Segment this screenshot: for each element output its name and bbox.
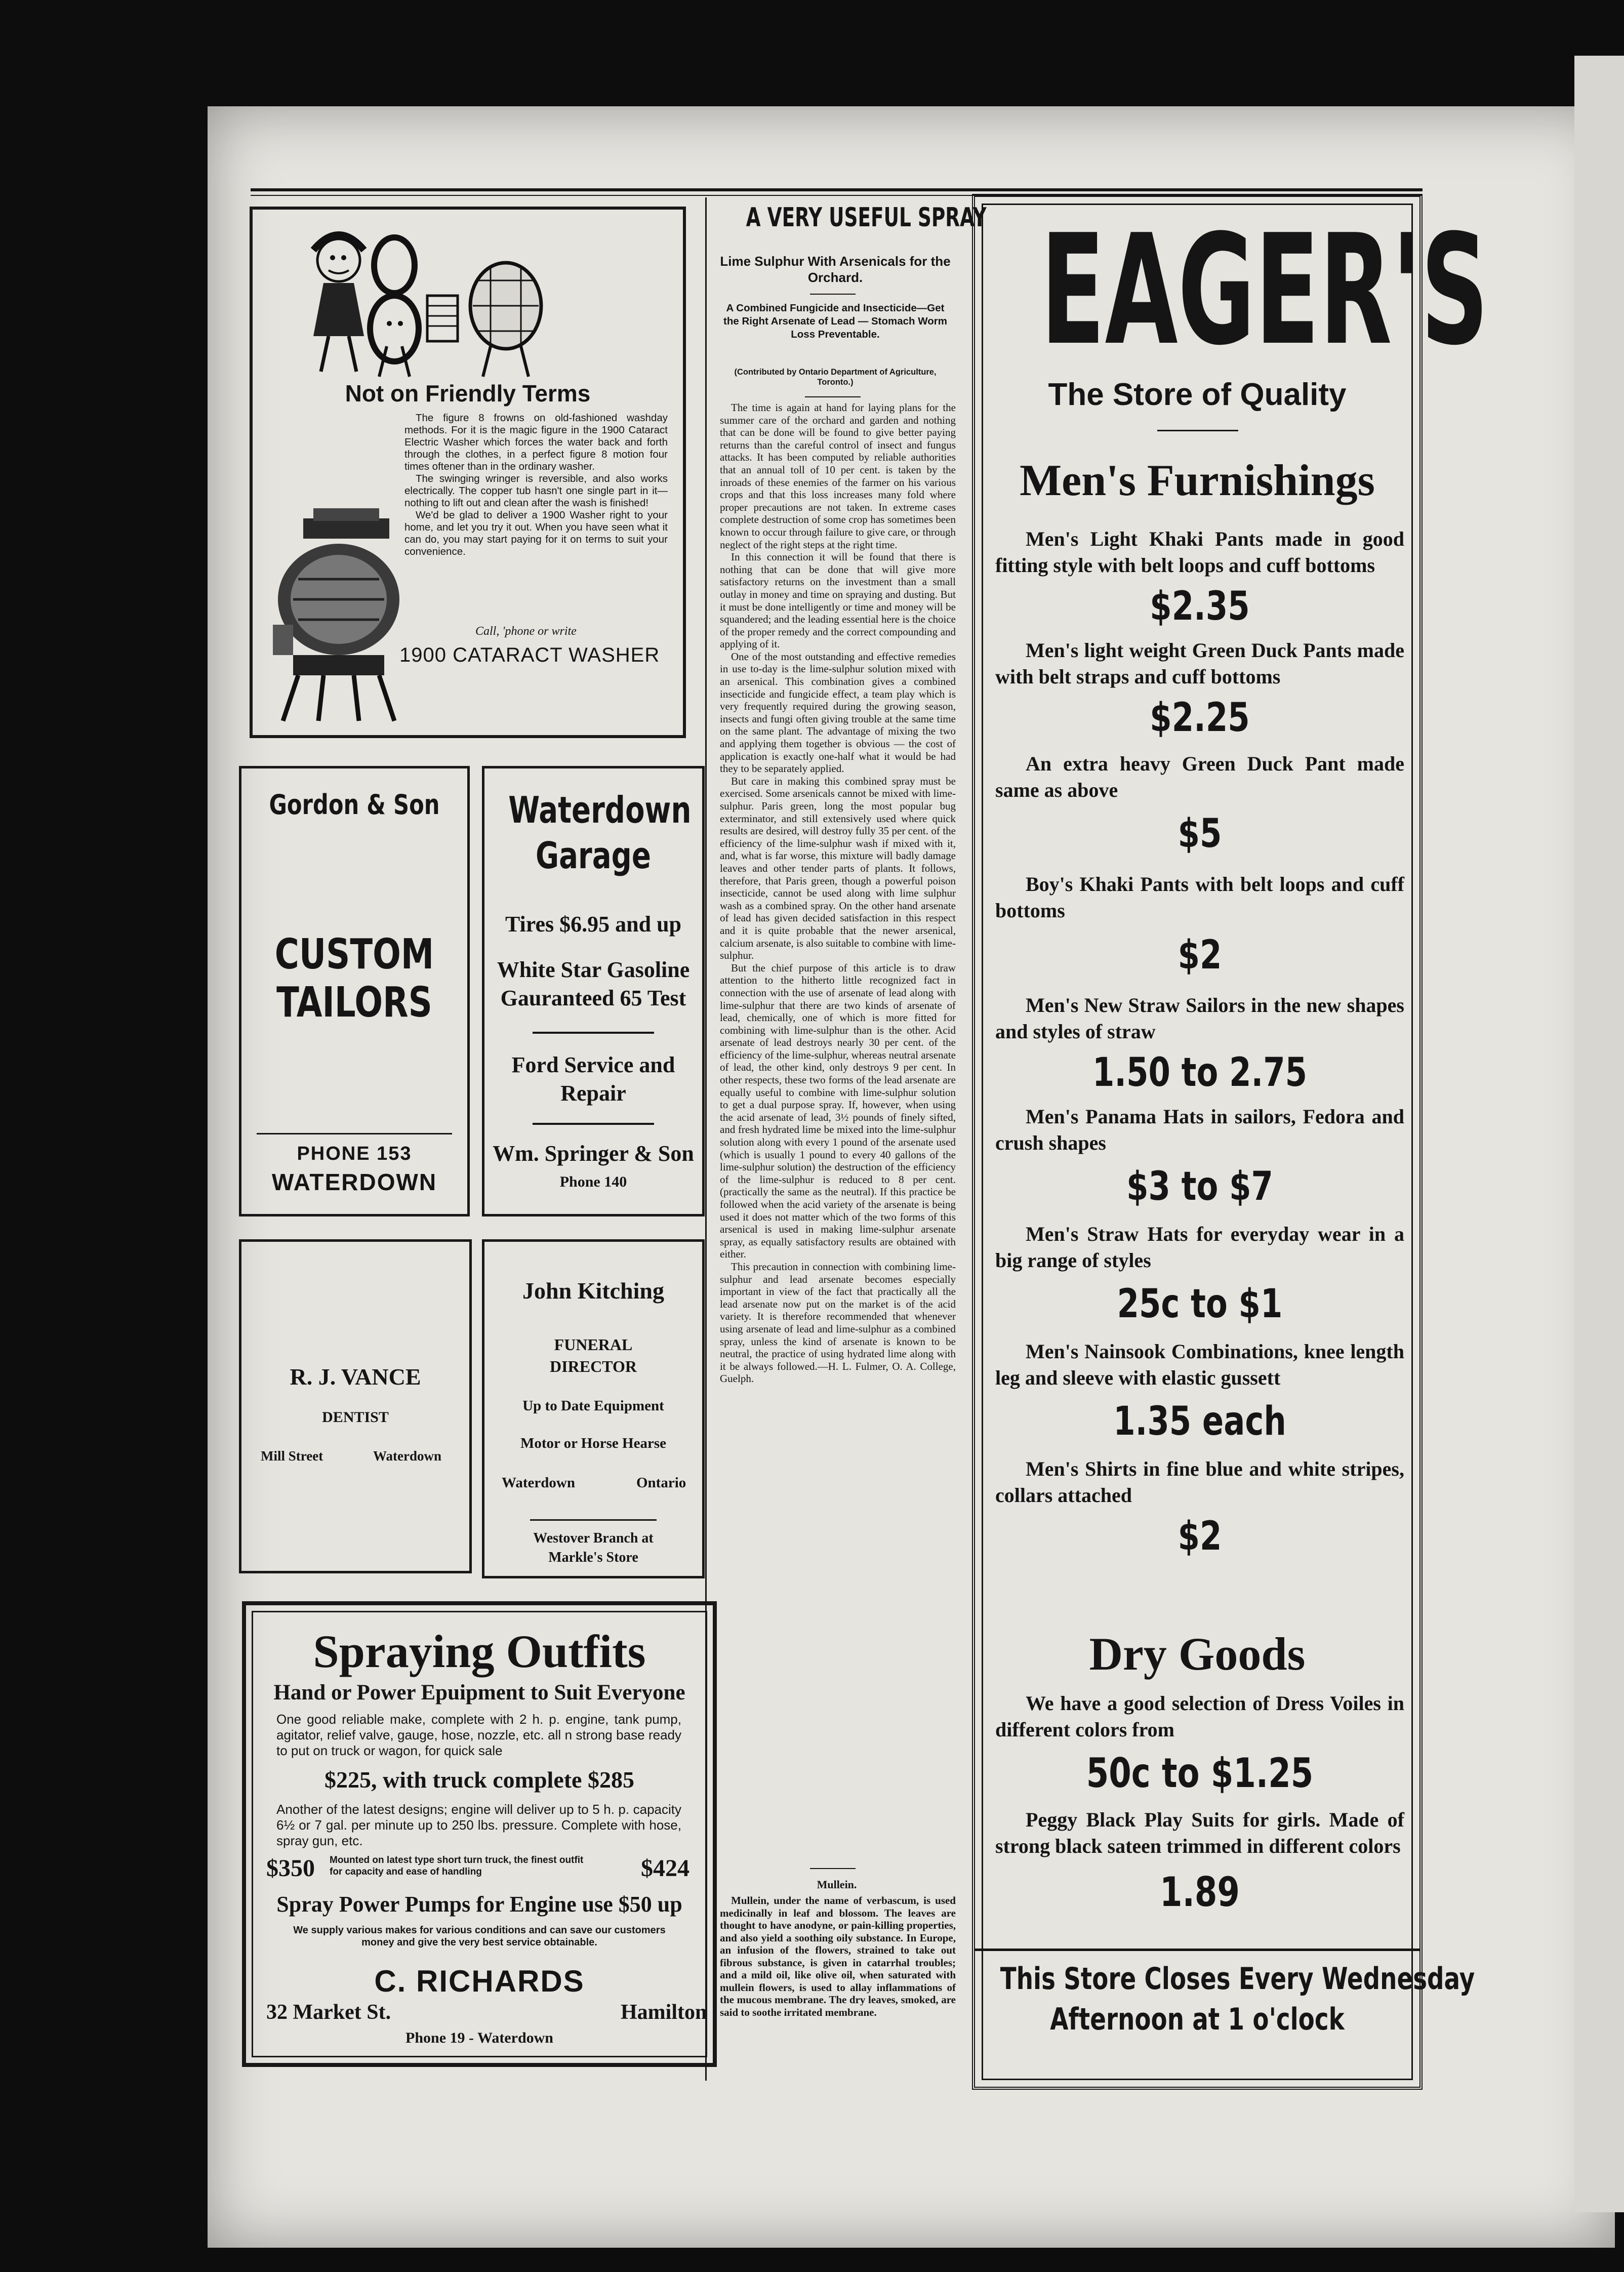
spraying-pumps: Spray Power Pumps for Engine use $50 up [276,1892,682,1917]
top-rule [251,188,1423,191]
item-price: 1.50 to 2.75 [1092,1050,1308,1096]
kitching-equip: Up to Date Equipment [522,1398,664,1414]
eagers-name: EAGER'S [1040,202,1489,379]
eagers-item [995,992,1404,1101]
kitching-rule [530,1519,657,1521]
eagers-dry-item [995,1807,1404,1925]
article-credit: (Contributed by Ontario Department of Agriculture, Toronto.) [734,368,937,387]
item-price: 1.35 each [1113,1399,1286,1444]
kitching-branch2: Markle's Store [548,1550,638,1565]
item-text: Men's Nainsook Combinations, knee length leg and sleeve with elastic gussett [995,1340,1404,1389]
garage-phone: Phone 140 [559,1173,627,1190]
spraying-address: 32 Market St. [266,2001,391,2024]
figure-eight-cartoon-image [293,220,546,387]
eagers-rule [1157,430,1238,431]
vance-street: Mill Street [261,1448,323,1464]
item-price: $2.25 [1150,695,1250,741]
gordon-rule [257,1133,452,1134]
spraying-dealer: C. RICHARDS [374,1964,585,1998]
garage-line1: Waterdown [508,789,692,831]
washer-ad [250,207,686,738]
eagers-item [995,751,1404,864]
article-deck: A Combined Fungicide and Insecticide—Get the Right Arsenate of Lead — Stomach Worm Loss Preventable. [723,302,947,340]
eagers-section1: Men's Furnishings [1020,456,1375,505]
washer-brand: 1900 CATARACT WASHER [399,644,660,666]
article-rule2 [805,396,861,397]
spraying-title: Spraying Outfits [313,1626,646,1677]
kitching-name: John Kitching [522,1278,664,1304]
eagers-closing1: This Store Closes Every Wednesday [1000,1961,1475,1997]
eagers-dry-item [995,1690,1404,1804]
article-rule3 [810,1868,856,1869]
item-text: Men's Shirts in fine blue and white stripes, collars attached [995,1457,1404,1507]
article-para-3: One of the most outstanding and effective remedies in use to-day is the lime-sulphur solution mixed with an arsenical. This combination gives a combined insecticide and fungicide effect, a team play which is very frequently required during the growing season, insects and fungi often giving trouble at the same time on the same plant. The advantage of mixing the two and applying them together is obvious — the cost of application is exactly one-half what it would be had they to be separately applied. [720,650,956,775]
washer-headline: Not on Friendly Terms [345,380,591,407]
spraying-price-right: $424 [641,1855,689,1882]
garage-owner: Wm. Springer & Son [493,1141,694,1166]
vance-name: R. J. VANCE [290,1364,421,1390]
eagers-item [995,526,1404,634]
vance-title: DENTIST [322,1409,389,1426]
spraying-mounted: Mounted on latest type short turn truck, the finest outfit for capacity and ease of handling [330,1855,584,1877]
article-para-1: The time is again at hand for laying plans for the summer care of the orchard and garden and nothing that can be done will be found to give better paying returns than the careful control of insect and fungus attacks. It has been computed by reliable authorities that an annual toll of 10 per cent. is taken by the inroads of these enemies of the farmer on his various crops and that this loss increases many fold where proper precautions are not taken. In extreme cases complete destruction of some crop has sometimes been known to occur through failure to give care, or through neglect of the right steps at the right time. [720,401,956,551]
eagers-item [995,637,1404,746]
gordon-tailors: TAILORS [276,979,432,1027]
item-price: 25c to $1 [1117,1281,1283,1327]
item-text: Men's Panama Hats in sailors, Fedora and crush shapes [995,1105,1404,1154]
spraying-ad [242,1601,717,2067]
spraying-price-left: $350 [266,1855,315,1882]
gordon-phone: PHONE 153 [297,1143,412,1164]
item-text: An extra heavy Green Duck Pant made same as above [995,752,1404,801]
article-para-2: In this connection it will be found that there is nothing that can be done that will give more satisfactory returns on the investment than a small outlay in money and time on spraying and dusting. But it must be done intelligently or time and money will be squandered; and the leading essential here is the choice of the proper remedy and the correct compounding and applying of it. [720,551,956,651]
item-price: $5 [1178,811,1222,857]
spraying-phone: Phone 19 - Waterdown [405,2030,553,2046]
mullein-text: Mullein, under the name of verbascum, is used medicinally in leaf and blossom. The leaves are thought to have anodyne, or pain-killing properties, and also yield a soothing oily substance. In Europe, an infusion of the flowers, strained to take out fibrous substance, is given in catarrhal troubles; and a mild oil, like olive oil, when saturated with mullein flowers, is used to allay inflammations of the mucous membrane. The dry leaves, smoked, are said to soothe irritated membrane. [720,1894,956,2018]
spraying-subtitle: Hand or Power Epuipment to Suit Everyone [273,1681,685,1705]
eagers-item [995,871,1404,987]
kitching-funeral: FUNERAL [554,1335,633,1354]
eagers-tagline: The Store of Quality [1048,377,1347,412]
garage-rule2 [533,1123,654,1125]
garage-ad [482,766,705,1216]
eagers-dry-items [995,1690,1404,1925]
dry-item-price: 1.89 [1160,1869,1240,1916]
kitching-province: Ontario [636,1475,686,1491]
garage-ford2: Repair [560,1081,626,1106]
garage-gas2: Gauranteed 65 Test [500,986,686,1010]
kitching-town: Waterdown [502,1475,575,1491]
eagers-section2: Dry Goods [1089,1628,1306,1680]
item-text: Men's Straw Hats for everyday wear in a big range of styles [995,1223,1404,1272]
washer-para1: The figure 8 frowns on old-fashioned washday methods. For it is the magic figure in the 1900 Cataract Electric Washer which forces the water back and forth through the clothes, in a perfect figure 8 motion four times oftener than in the ordinary washer. [404,412,668,472]
gordon-custom: CUSTOM [274,930,434,979]
dry-item-text: We have a good selection of Dress Voiles in different colors from [995,1692,1404,1741]
item-price: $2.35 [1150,584,1250,629]
mullein-head: Mullein. [817,1878,857,1891]
eagers-item [995,1456,1404,1564]
kitching-branch1: Westover Branch at [533,1530,654,1546]
item-text: Men's New Straw Sailors in the new shapes and styles of straw [995,994,1404,1043]
gordon-town: WATERDOWN [271,1169,437,1195]
gordon-name: Gordon & Son [269,789,440,821]
spraying-para1: One good reliable make, complete with 2 h. p. engine, tank pump, agitator, relief valve, gauge, hose, nozzle, etc. all n strong base ready to put on truck or wagon, for quick sale [276,1712,681,1758]
item-price: $3 to $7 [1126,1164,1273,1209]
vance-town: Waterdown [373,1448,441,1464]
item-price: $2 [1178,932,1222,978]
article-rule1 [810,294,856,295]
washer-call: Call, 'phone or write [475,625,577,638]
eagers-items [995,526,1404,1564]
spraying-supply: We supply various makes for various conditions and can save our customers money and give the very best service obtainable. [293,1925,666,1948]
item-text: Men's Light Khaki Pants made in good fitting style with belt loops and cuff bottoms [995,528,1404,577]
article-para-4: But care in making this combined spray must be exercised. Some arsenicals cannot be mixed with lime-sulphur. Paris green, long the most popular bug exterminator, and still extensively used where quick results are desired, will destroy fully 35 per cent. of the efficiency of the lime-sulphur wash if mixed with it, and, what is far worse, this mixture will badly damage leaves and other tender parts of plants. It follows, therefore, that Paris green, though a powerful poison insecticide, cannot be used along with lime sulphur wash as a combined spray. On the other hand arsenate of lead has given decided satisfaction in this respect and it is quite probable that the newer arsenical, calcium arsenate, is also suitable to combine with lime-sulphur. [720,775,956,962]
garage-line2: Garage [536,834,651,877]
washer-para3: We'd be glad to deliver a 1900 Washer right to your home, and let you try it out. When you have seen what it can do, you may start paying for it on terms to suit your convenience. [404,509,668,557]
eagers-item [995,1104,1404,1217]
eagers-closing-rule [975,1949,1419,1951]
eagers-ad [972,194,1489,2090]
kitching-ad [482,1239,705,1578]
article-subhead: Lime Sulphur With Arsenicals for the Orchard. [720,254,951,285]
garage-gas1: White Star Gasoline [497,957,690,982]
gordon-ad [239,766,470,1216]
garage-tires: Tires $6.95 and up [505,912,682,937]
item-text: Men's light weight Green Duck Pants made with belt straps and cuff bottoms [995,639,1404,688]
washer-body [404,412,668,558]
washer-machine-image [263,503,415,726]
article-para-6: This precaution in connection with combining lime-sulphur and lead arsenate becomes especially important in view of the fact that practically all the lead arsenate now put on the market is of the acid variety. It is therefore recommended that whenever using arsenate of lead and lime-sulphur as a combined spray, unless the kind of arsenate is known to be neutral, the practice of using hydrated lime along with it be always followed.—H. L. Fulmer, O. A. College, Guelph. [720,1260,956,1385]
eagers-item [995,1338,1404,1452]
kitching-hearse: Motor or Horse Hearse [520,1435,667,1451]
kitching-director: DIRECTOR [550,1357,637,1375]
vance-ad [239,1239,472,1573]
spraying-city: Hamilton [621,2001,707,2024]
item-text: Boy's Khaki Pants with belt loops and cuff bottoms [995,873,1404,922]
garage-rule1 [533,1032,654,1034]
adjacent-page-edge [1574,56,1624,2212]
spraying-price1: $225, with truck complete $285 [324,1767,634,1793]
article-headline: A VERY USEFUL SPRAY [746,202,987,233]
dry-item-text: Peggy Black Play Suits for girls. Made of strong black sateen trimmed in different colors [995,1808,1404,1857]
article-para-5: But the chief purpose of this article is to draw attention to the hitherto little recognized fact in connection with the use of arsenate of lead along with lime-sulphur that there are two kinds of arsenate of lead, chemically, one of which is more fitted for combining with lime-sulphur than is the other. Acid arsenate of lead destroys nearly 30 per cent. of the efficiency of the lime-sulphur, whereas neutral arsenate of lead, the other kind, only destroys 9 per cent. In other respects, these two forms of the lead arsenate are equally useful to combine with lime-sulphur solution to get a dual purpose spray. If, however, when using the acid arsenate of lead, 3½ pounds of finely sifted, and fresh hydrated lime be mixed into the lime-sulphur solution along with every 1 pound of the arsenate used (which is usually 1 pound to every 40 gallons of the lime-sulphur solution) the destruction of the efficiency of the lime-sulphur is reduced to 8 per cent. (practically the same as the neutral). If this practice be followed when the acid variety of the arsenate is being used it does not matter which of the two forms of this arsenical is used in making lime-sulphur arsenate spray, as equally satisfactory results are obtained with either. [720,961,956,1261]
garage-ford1: Ford Service and [511,1052,675,1077]
item-price: $2 [1178,1514,1222,1559]
spraying-para2: Another of the latest designs; engine will deliver up to 5 h. p. capacity 6½ or 7 gal. per minute up to 250 lbs. pressure. Complete with hose, spray gun, etc. [276,1802,681,1848]
washer-para2: The swinging wringer is reversible, and also works electrically. The copper tub hasn't one single part in it—nothing to lift out and clean after the wash is finished! [404,473,668,509]
eagers-item [995,1221,1404,1334]
article-body [720,401,956,1385]
eagers-closing2: Afternoon at 1 o'clock [1050,2002,1345,2037]
dry-item-price: 50c to $1.25 [1086,1750,1314,1797]
